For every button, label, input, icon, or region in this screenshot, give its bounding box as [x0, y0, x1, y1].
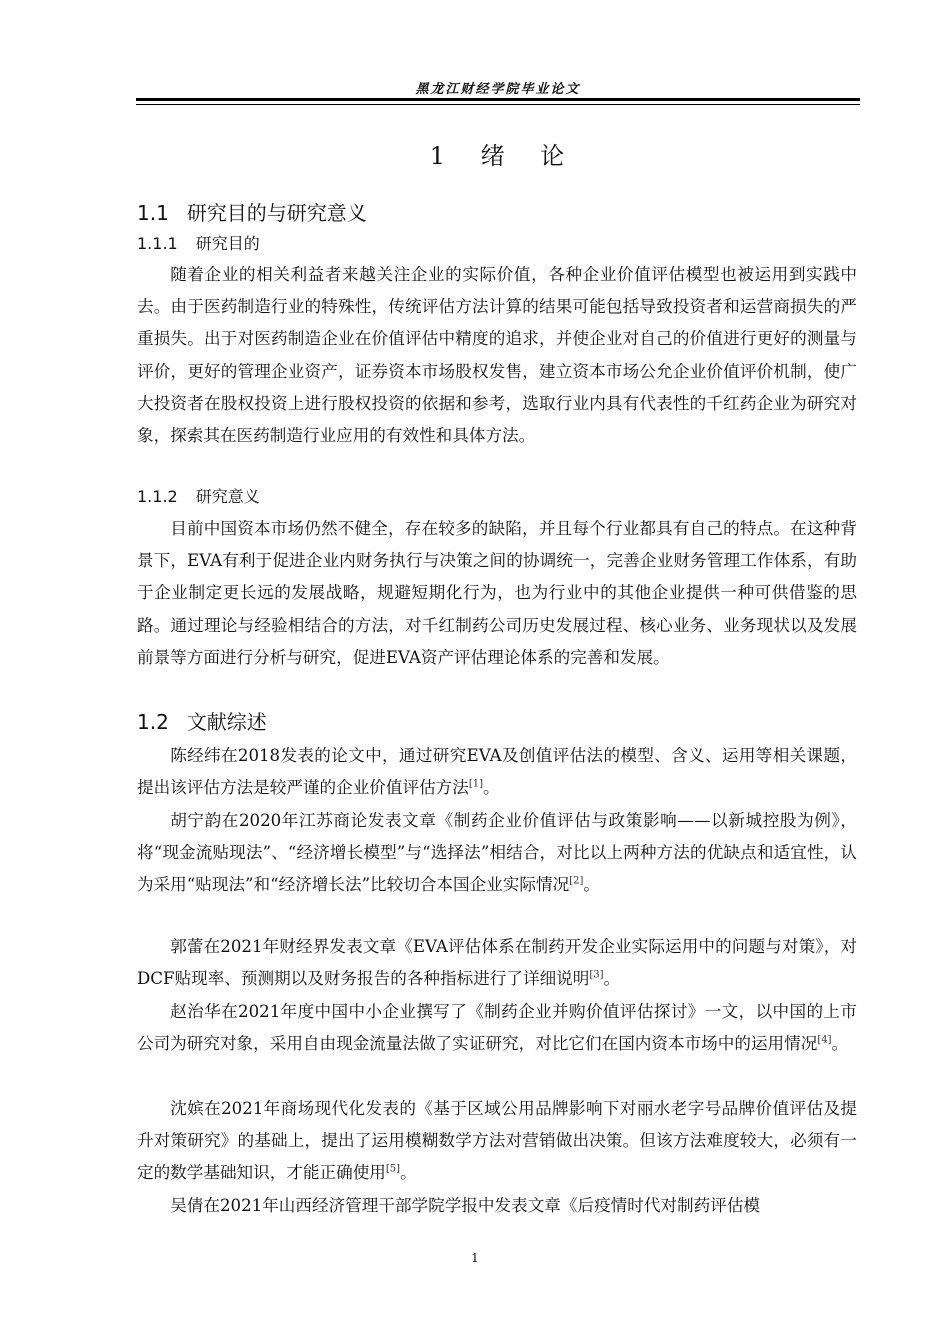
paragraph-text: 赵治华在2021年度中国中小企业撰写了《制药企业并购价值评估探讨》一文，以中国的上市公司为研究对象，采用自由现金流量法做了实证研究，对比它们在国内资本市场中的运用情况 — [137, 1002, 857, 1054]
section-heading-1-1 — [137, 200, 857, 226]
page-number: 1 — [471, 1251, 479, 1265]
subsection-title: 研究意义 — [195, 487, 260, 506]
paragraph-review-3 — [137, 931, 857, 995]
subsection-heading-1-1-2 — [137, 486, 857, 508]
citation-marker: [4] — [817, 1034, 832, 1046]
paragraph-text: 陈经纬在2018发表的论文中，通过研究EVA及创值评估法的模型、含义、运用等相关课题，提出该评估方法是较严谨的企业价值评估方法 — [137, 746, 857, 798]
running-header: 黑龙江财经学院毕业论文 — [415, 82, 581, 97]
paragraph-research-significance: 目前中国资本市场仍然不健全，存在较多的缺陷，并且每个行业都具有自己的特点。在这种背景下，EVA有利于促进企业内财务执行与决策之间的协调统一，完善企业财务管理工作体系，有助于企业制定更长远的发展战略，规避短期化行为，也为行业中的其他企业提供一种可供借鉴的思路。通过理论与经验相结合的方法，对千红制药公司历史发展过程、核心业务、业务现状以及发展前景等方面进行分析与研究，促进EVA资产评估理论体系的完善和发展。 — [137, 519, 857, 667]
paragraph-text: 郭蕾在2021年财经界发表文章《EVA评估体系在制药开发企业实际运用中的问题与对策》，对DCF贴现率、预测期以及财务报告的各种指标进行了详细说明 — [137, 937, 857, 989]
subsection-number: 1.1.1 — [137, 234, 178, 253]
section-number: 1.1 — [137, 201, 169, 225]
section-number: 1.2 — [137, 710, 169, 734]
header-rule-thick — [136, 98, 860, 101]
paragraph-review-6: 吴倩在2021年山西经济管理干部学院学报中发表文章《后疫情时代对制药评估模 — [170, 1196, 761, 1215]
paragraph-end: 。 — [483, 778, 500, 798]
paragraph-review-1 — [137, 740, 857, 804]
chapter-name: 绪 论 — [480, 142, 567, 170]
paragraph-end: 。 — [583, 875, 600, 895]
citation-marker: [2] — [569, 875, 584, 887]
subsection-heading-1-1-1 — [137, 233, 857, 255]
paragraph-end: 。 — [603, 969, 621, 989]
paragraph-review-4 — [137, 996, 857, 1060]
section-title: 研究目的与研究意义 — [186, 201, 367, 225]
paragraph-end: 。 — [400, 1163, 417, 1183]
paragraph-text: 胡宁韵在2020年江苏商论发表文章《制药企业价值评估与政策影响——以新城控股为例》，将“现金流贴现法”、“经济增长模型”与“选择法”相结合，对比以上两种方法的优缺点和适宜性，认为采用“贴现法”和“经济增长法”比较切合本国企业实际情况 — [137, 811, 857, 895]
section-heading-1-2 — [137, 709, 857, 735]
citation-marker: [1] — [468, 778, 484, 790]
citation-marker: [5] — [385, 1163, 401, 1175]
paragraph-text: 沈嫔在2021年商场现代化发表的《基于区域公用品牌影响下对丽水老字号品牌价值评估及提升对策研究》的基础上，提出了运用模糊数学方法对营销做出决策。但该方法难度较大，必须有一定的数学基础知识，才能正确使用 — [137, 1099, 857, 1183]
section-title: 文献综述 — [186, 710, 267, 734]
paragraph-end: 。 — [831, 1034, 849, 1054]
subsection-title: 研究目的 — [195, 234, 260, 253]
chapter-title — [136, 140, 860, 172]
chapter-number: 1 — [429, 142, 447, 170]
header-rule-thin — [136, 104, 860, 105]
subsection-number: 1.1.2 — [137, 487, 178, 506]
paragraph-review-2 — [137, 805, 857, 902]
paragraph-review-5 — [137, 1093, 857, 1190]
paragraph-research-purpose: 随着企业的相关利益者来越关注企业的实际价值，各种企业价值评估模型也被运用到实践中去。由于医药制造行业的特殊性，传统评估方法计算的结果可能包括导致投资者和运营商损失的严重损失。出于对医药制造企业在价值评估中精度的追求，并使企业对自己的价值进行更好的测量与评价，更好的管理企业资产，证券资本市场股权发售，建立资本市场公允企业价值评价机制，使广大投资者在股权投资上进行股权投资的依据和参考，选取行业内具有代表性的千红药企业为研究对象，探索其在医药制造行业应用的有效性和具体方法。 — [137, 265, 857, 446]
citation-marker: [3] — [589, 969, 604, 981]
